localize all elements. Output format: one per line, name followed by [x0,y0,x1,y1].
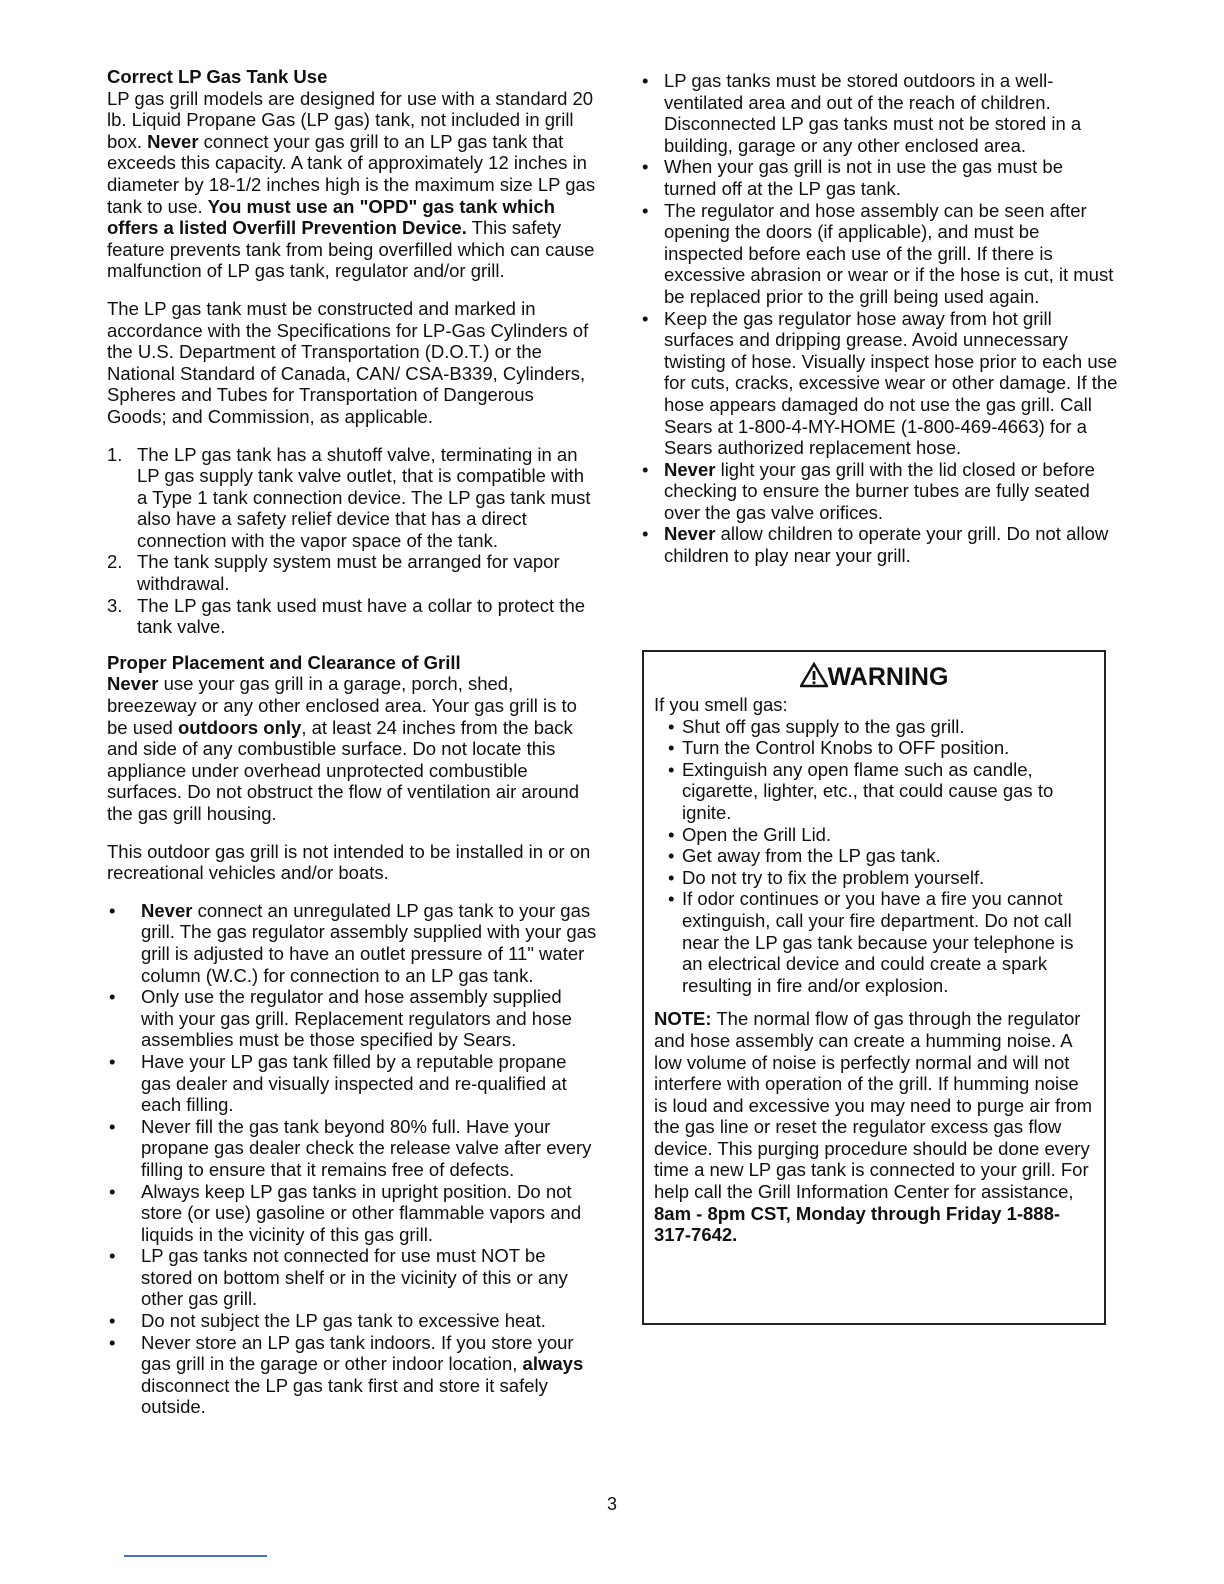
warning-title: WARNING [827,663,949,691]
item-text: Extinguish any open flame such as candle, cigarette, lighter, etc., that could cause gas to ignite. [682,758,1054,823]
bullet-icon: • [109,1050,116,1072]
list-item [640,70,1118,156]
text-span: , at least 24 inches from the back and side of any combustible surface. Do not locate this appliance under overhead unprotected combustible surfaces. Do not obstruct the flow of ventilation air around the gas grill housing. [107,716,580,824]
bullet-icon: • [668,845,675,867]
bullet-icon: • [668,715,675,737]
item-text: Never fill the gas tank beyond 80% full. Have your propane gas dealer check the release valve after every filling to ensure that it remains free of defects. [141,1115,592,1180]
bold-never: Never [147,130,199,152]
item-number: 3. [107,594,123,616]
text-span: This safety feature prevents tank from being overfilled which can cause malfunction of LP gas tank, regulator and/or grill. [107,217,595,282]
item-text: Open the Grill Lid. [682,823,832,845]
warning-box [642,650,1106,1325]
bullet-icon: • [109,1331,116,1353]
note-text: The normal flow of gas through the regulator and hose assembly can create a humming noise. A low volume of noise is perfectly normal and will not interfere with operation of the grill. If humming noise is loud and excessive you may need to purge air from the gas line or reset the regulator excess gas flow device. This purging procedure should be done every time a new LP gas tank is connected to your grill. For help call the Grill Information Center for assistance, [654,1008,1093,1203]
bullet-icon: • [109,899,116,921]
list-item [640,308,1118,459]
item-text: The tank supply system must be arranged for vapor withdrawal. [137,551,560,595]
bullet-icon: • [109,986,116,1008]
list-item [107,444,597,552]
bold-never: Never [664,523,716,545]
note-hours-phone: 8am - 8pm CST, Monday through Friday 1-888-317-7642. [654,1202,1061,1246]
placement-paragraph-1 [107,673,597,824]
tank-use-heading: Correct LP Gas Tank Use [107,66,328,87]
item-text: Have your LP gas tank filled by a reputable propane gas dealer and visually inspected and re-qualified at each filling. [141,1050,567,1116]
list-item [640,200,1118,308]
list-item [107,900,597,986]
bullet-icon: • [109,1245,116,1267]
item-text: The LP gas tank used must have a collar to protect the tank valve. [137,594,586,638]
placement-section [107,652,597,1418]
note-label: NOTE: [654,1008,712,1030]
item-text: Never store an LP gas tank indoors. If you store your gas grill in the garage or other indoor location, [141,1331,574,1375]
warning-steps-list [654,716,1094,997]
item-text: LP gas tanks not connected for use must NOT be stored on bottom shelf or in the vicinity of this or any other gas grill. [141,1245,568,1310]
bullet-icon: • [668,823,675,845]
bullet-icon: • [668,737,675,759]
tank-use-paragraph-2: The LP gas tank must be constructed and marked in accordance with the Specifications for LP-Gas Cylinders of the U.S. Department of Transportation (D.O.T.) or the National Standard of Canada, CAN/ CSA-B339, Cylinders, Spheres and Tubes for Transportation of Dangerous Goods; and Commission, as applicable. [107,297,589,427]
list-item [640,523,1118,566]
bullet-icon: • [668,888,675,910]
placement-paragraph-2: This outdoor gas grill is not intended to be installed in or on recreational vehicles and/or boats. [107,840,591,884]
list-item [107,595,597,638]
list-item [107,1051,597,1116]
list-item [107,551,597,594]
bullet-icon: • [642,458,649,480]
bullet-icon: • [668,758,675,780]
bullet-icon: • [109,1310,116,1332]
list-item [107,1332,597,1418]
page-number: 3 [606,1494,617,1514]
item-text: Turn the Control Knobs to OFF position. [682,737,1010,759]
warning-triangle-icon [800,662,828,688]
bullet-icon: • [642,307,649,329]
list-item [107,1116,597,1181]
list-item [654,888,1094,996]
bullet-icon: • [668,866,675,888]
left-column [107,66,597,1418]
item-text: Get away from the LP gas tank. [682,845,941,867]
bold-never: Never [141,899,193,921]
list-item [107,1181,597,1246]
item-text: The LP gas tank has a shutoff valve, terminating in an LP gas supply tank valve outlet, that is compatible with a Type 1 tank connection device. The LP gas tank must also have a safety relief device that has a direct connection with the vapor space of the tank. [137,443,591,551]
storage-bullet-list [640,70,1118,567]
bullet-icon: • [642,523,649,545]
item-text: Always keep LP gas tanks in upright position. Do not store (or use) gasoline or other flammable vapors and liquids in the vicinity of this gas grill. [141,1180,582,1245]
item-number: 2. [107,551,123,573]
item-text: When your gas grill is not in use the gas must be turned off at the LP gas tank. [664,156,1063,199]
bullet-icon: • [642,156,649,178]
bullet-icon: • [109,1115,116,1137]
bold-outdoors-only: outdoors only [177,716,302,738]
bullet-icon: • [642,70,649,91]
list-item [107,1310,597,1332]
list-item [654,716,1094,738]
list-item [654,845,1094,867]
item-text: Shut off gas supply to the gas grill. [682,715,965,737]
text-span: connect your gas grill to an LP gas tank that exceeds this capacity. A tank of approximately 12 inches in diameter by 18-1/2 inches high is the maximum size LP gas tank to use. [107,130,596,217]
tank-requirements-list [107,444,597,638]
bold-always: always [522,1353,584,1375]
list-item [107,1245,597,1310]
list-item [107,986,597,1051]
item-text: allow children to operate your grill. Do not allow children to play near your grill. [664,523,1109,567]
tank-use-paragraph-1 [107,88,597,282]
warning-header [654,662,1094,692]
item-text: Do not try to fix the problem yourself. [682,866,985,888]
item-text: connect an unregulated LP gas tank to your gas grill. The gas regulator assembly supplied with your gas grill is adjusted to have an outlet pressure of 11" water column (W.C.) for connection to an LP gas tank. [141,899,597,986]
bold-opd-requirement: You must use an "OPD" gas tank which offers a listed Overfill Prevention Device. [107,195,555,239]
list-item [640,459,1118,524]
item-text: Only use the regulator and hose assembly supplied with your gas grill. Replacement regulators and hose assemblies must be those specified by Sears. [141,986,572,1051]
bold-never: Never [107,673,159,695]
list-item [654,759,1094,824]
text-span: LP gas grill models are designed for use with a standard 20 lb. Liquid Propane Gas (LP gas) tank, not included in grill box. [107,87,594,152]
item-number: 1. [107,443,123,465]
text-span: use your gas grill in a garage, porch, shed, breezeway or any other enclosed area. Your gas grill is to be used [107,673,577,738]
list-item [654,824,1094,846]
placement-bullet-list [107,900,597,1418]
tank-use-section [107,66,597,638]
placement-heading: Proper Placement and Clearance of Grill [107,651,461,673]
item-text: Keep the gas regulator hose away from hot grill surfaces and dripping grease. Avoid unnecessary twisting of hose. Visually inspect hose prior to each use for cuts, cracks, excessive wear or other damage. If the hose appears damaged do not use the gas grill. Call Sears at 1-800-4-MY-HOME (1-800-469-4663) for a Sears authorized replacement hose. [664,307,1118,459]
list-item [654,737,1094,759]
item-text: LP gas tanks must be stored outdoors in a well-ventilated area and out of the reach of children. Disconnected LP gas tanks must not be stored in a building, garage or any other enclosed area. [664,70,1082,156]
right-column [640,70,1118,567]
list-item [654,867,1094,889]
bullet-icon: • [642,199,649,221]
warning-note [654,1008,1094,1246]
list-item [640,156,1118,199]
bullet-icon: • [109,1180,116,1202]
item-text: Do not subject the LP gas tank to excessive heat. [141,1310,546,1332]
item-text: disconnect the LP gas tank first and store it safely outside. [141,1374,548,1418]
item-text: light your gas grill with the lid closed or before checking to ensure the burner tubes are fully seated over the gas valve orifices. [664,458,1095,523]
footer-rule [124,1555,267,1557]
warning-intro: If you smell gas: [654,694,788,715]
bold-never: Never [664,458,716,480]
item-text: If odor continues or you have a fire you cannot extinguish, call your fire department. Do not call near the LP gas tank because your telephone is an electrical device and could create a spark resulting in fire and/or explosion. [682,888,1074,996]
item-text: The regulator and hose assembly can be seen after opening the doors (if applicable), and must be inspected before each use of the grill. If there is excessive abrasion or wear or if the hose is cut, it must be replaced prior to the grill being used again. [664,199,1114,307]
